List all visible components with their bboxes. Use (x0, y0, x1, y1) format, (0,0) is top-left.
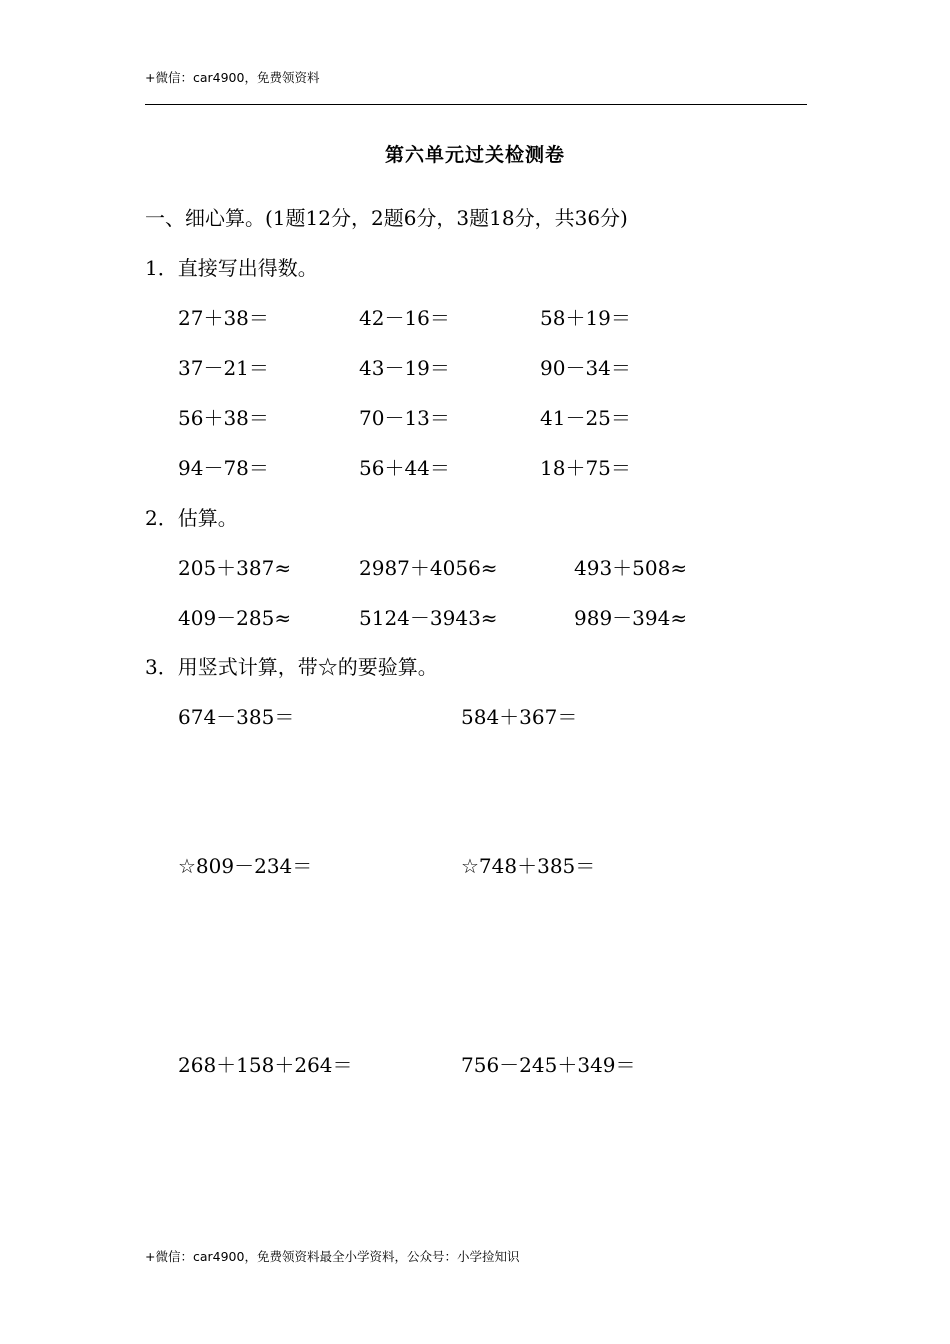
q1-item: 37－21＝ (178, 356, 269, 380)
q2-item: 2987＋4056≈ (359, 556, 498, 580)
q2-item: 5124－3943≈ (359, 606, 498, 630)
q1-item: 43－19＝ (359, 356, 450, 380)
q1-item: 56＋44＝ (359, 456, 450, 480)
question-2-label: 2．估算。 (145, 506, 238, 530)
q1-item: 41－25＝ (540, 406, 631, 430)
q3-item: ☆809－234＝ (178, 854, 313, 878)
q1-item: 42－16＝ (359, 306, 450, 330)
q1-item: 18＋75＝ (540, 456, 631, 480)
q1-item: 94－78＝ (178, 456, 269, 480)
section-heading: 一、细心算。(1题12分，2题6分，3题18分，共36分) (145, 206, 628, 230)
q3-item: 756－245＋349＝ (461, 1053, 636, 1077)
q1-item: 70－13＝ (359, 406, 450, 430)
q1-item: 56＋38＝ (178, 406, 269, 430)
question-3-label: 3．用竖式计算，带☆的要验算。 (145, 655, 438, 679)
q3-item: 268＋158＋264＝ (178, 1053, 353, 1077)
q1-item: 90－34＝ (540, 356, 631, 380)
question-1-label: 1．直接写出得数。 (145, 256, 318, 280)
header-divider (145, 104, 807, 105)
q2-item: 989－394≈ (574, 606, 688, 630)
page-title: 第六单元过关检测卷 (384, 144, 565, 166)
q3-item: 674－385＝ (178, 705, 295, 729)
q2-item: 409－285≈ (178, 606, 292, 630)
q1-item: 58＋19＝ (540, 306, 631, 330)
q1-item: 27＋38＝ (178, 306, 269, 330)
footer-note: +微信：car4900，免费领资料最全小学资料，公众号：小学捡知识 (145, 1249, 520, 1264)
q3-item: ☆748＋385＝ (461, 854, 596, 878)
q2-item: 493＋508≈ (574, 556, 688, 580)
q2-item: 205＋387≈ (178, 556, 292, 580)
header-note: +微信：car4900，免费领资料 (145, 70, 320, 85)
q3-item: 584＋367＝ (461, 705, 578, 729)
